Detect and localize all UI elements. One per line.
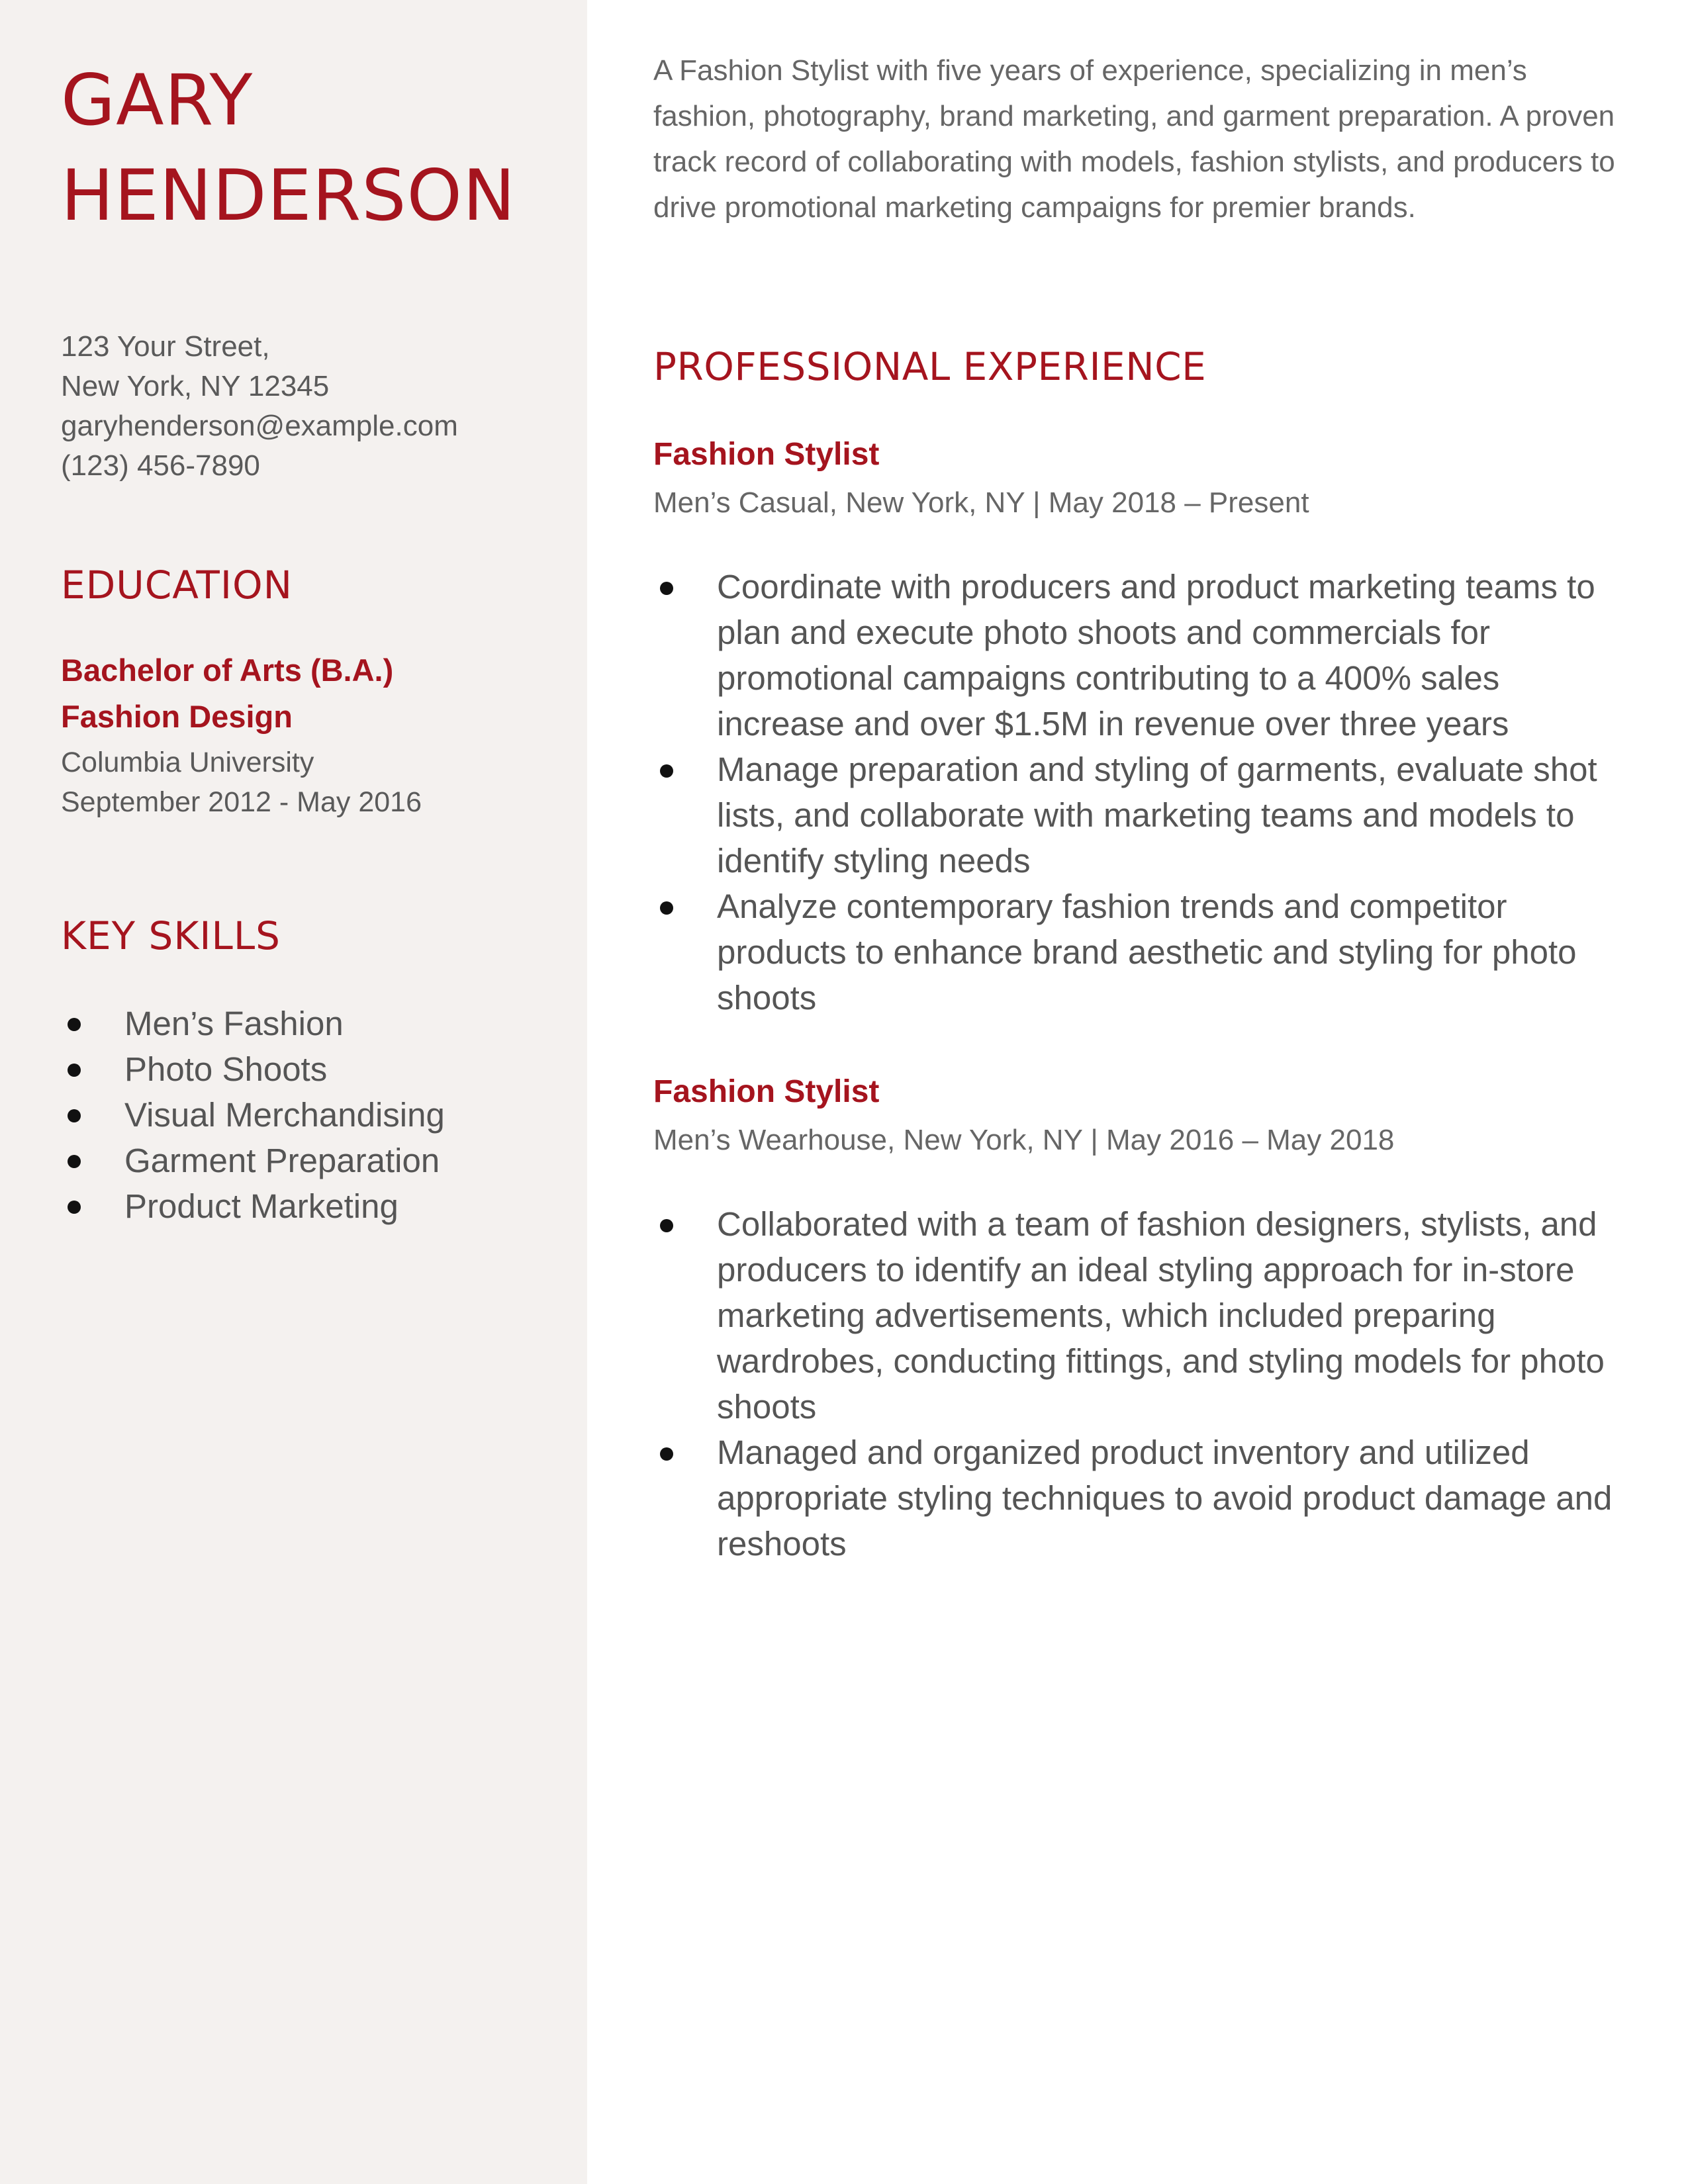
last-name: HENDERSON <box>61 155 516 236</box>
job-title: Fashion Stylist <box>653 437 880 472</box>
education-entry <box>61 647 422 822</box>
skill-item: Visual Merchandising <box>61 1092 445 1138</box>
professional-summary: A Fashion Stylist with five years of experience, specializing in men’s fashion, photography, brand marketing, and garment preparation. A proven track record of collaborating with models, fashion stylists, and producers to drive promotional marketing campaigns for premier brands. <box>653 54 1615 224</box>
education-heading: EDUCATION <box>61 563 293 608</box>
field-of-study: Fashion Design <box>61 699 293 734</box>
job-responsibilities <box>653 1201 1633 1567</box>
skills-list <box>61 1001 445 1229</box>
school-name: Columbia University <box>61 747 314 778</box>
sidebar <box>0 0 587 2184</box>
phone-number: (123) 456-7890 <box>61 449 260 482</box>
professional-experience-heading: PROFESSIONAL EXPERIENCE <box>653 344 1207 389</box>
responsibility-item: Managed and organized product inventory and utilized appropriate styling techniques to avoid product damage and reshoots <box>653 1430 1633 1567</box>
degree: Bachelor of Arts (B.A.) <box>61 653 394 688</box>
skill-item: Garment Preparation <box>61 1138 445 1183</box>
responsibility-item: Analyze contemporary fashion trends and competitor products to enhance brand aesthetic and styling for photo shoots <box>653 884 1633 1021</box>
responsibility-item: Collaborated with a team of fashion designers, stylists, and producers to identify an ideal styling approach for in-store marketing advertisements, which included preparing wardrobes, conducting fittings, and styling models for photo shoots <box>653 1201 1633 1430</box>
key-skills-heading: KEY SKILLS <box>61 913 281 958</box>
education-dates: September 2012 - May 2016 <box>61 786 422 818</box>
responsibility-item: Coordinate with producers and product marketing teams to plan and execute photo shoots and commercials for promotional campaigns contributing to a 400% sales increase and over $1.5M in revenue over three years <box>653 564 1633 747</box>
first-name: GARY <box>61 60 254 141</box>
job-entry <box>653 1069 1633 1567</box>
job-company-dates: Men’s Casual, New York, NY | May 2018 – Present <box>653 486 1309 519</box>
job-entry <box>653 432 1633 1021</box>
candidate-name <box>61 53 516 244</box>
job-responsibilities <box>653 564 1633 1021</box>
street-address: 123 Your Street, <box>61 330 270 363</box>
main-content <box>587 0 1688 2184</box>
job-company-dates: Men’s Wearhouse, New York, NY | May 2016 – May 2018 <box>653 1124 1395 1156</box>
contact-info <box>61 327 458 486</box>
city-state-zip: New York, NY 12345 <box>61 370 330 402</box>
email-address: garyhenderson@example.com <box>61 410 458 442</box>
skill-item: Photo Shoots <box>61 1046 445 1092</box>
skill-item: Men’s Fashion <box>61 1001 445 1046</box>
skill-item: Product Marketing <box>61 1183 445 1229</box>
responsibility-item: Manage preparation and styling of garments, evaluate shot lists, and collaborate with marketing teams and models to identify styling needs <box>653 747 1633 884</box>
job-title: Fashion Stylist <box>653 1074 880 1109</box>
